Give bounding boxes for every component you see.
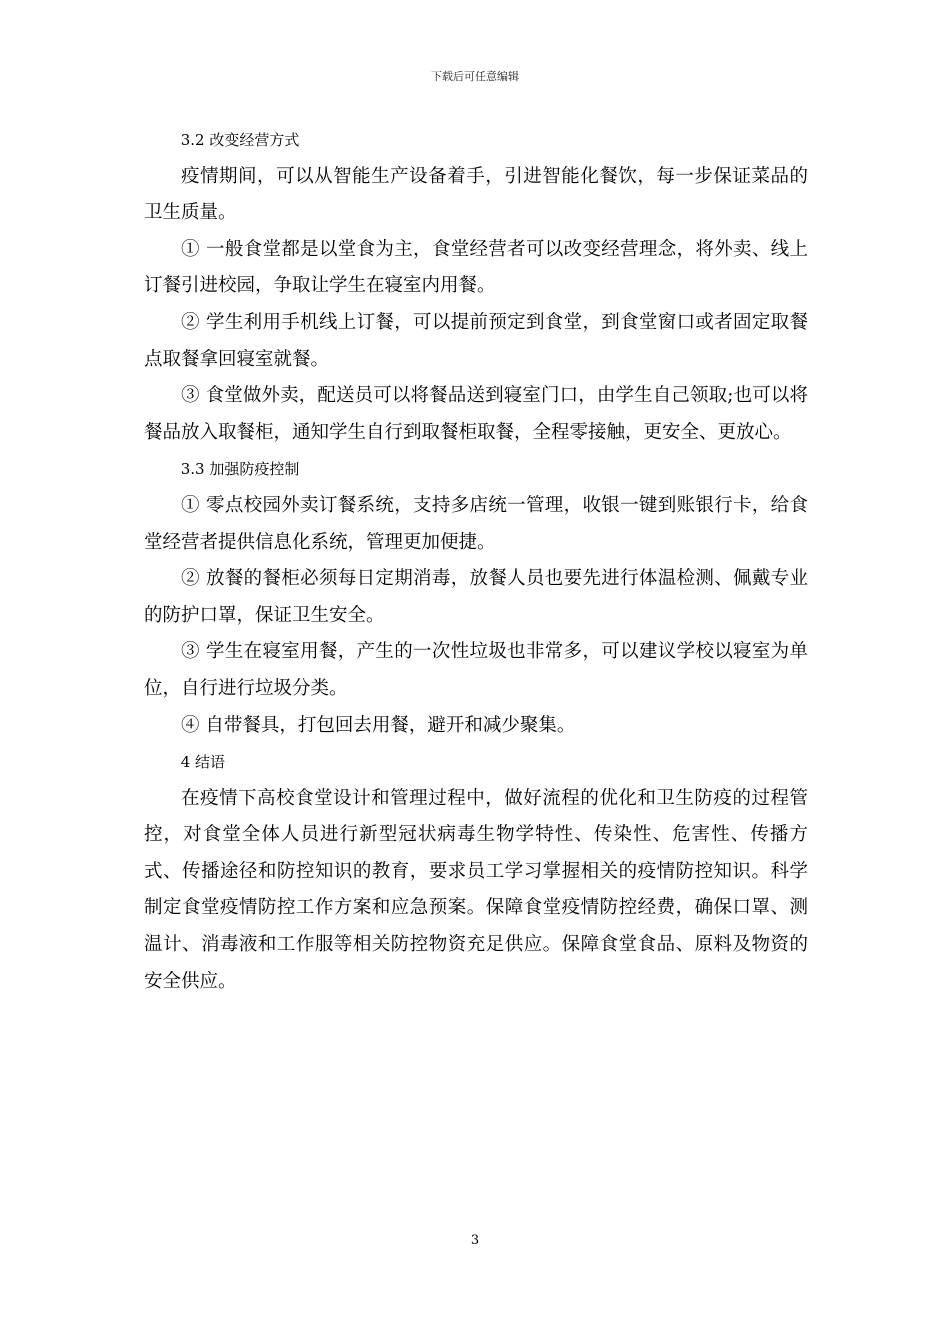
list-item: ③ 食堂做外卖，配送员可以将餐品送到寝室门口，由学生自己领取;也可以将餐品放入取餐柜，通知学生自行到取餐柜取餐，全程零接触，更安全、更放心。 bbox=[144, 385, 808, 443]
list-item: ① 零点校园外卖订餐系统，支持多店统一管理，收银一键到账银行卡，给食堂经营者提供信息化系统，管理更加便捷。 bbox=[144, 494, 808, 553]
section-heading-3-2: 3.2 改变经营方式 bbox=[180, 131, 300, 149]
list-item: ② 放餐的餐柜必须每日定期消毒，放餐人员也要先进行体温检测、佩戴专业的防护口罩，保证卫生安全。 bbox=[144, 568, 808, 626]
list-item: ④ 自带餐具，打包回去用餐，避开和减少聚集。 bbox=[181, 714, 576, 736]
list-item: ③ 学生在寝室用餐，产生的一次性垃圾也非常多，可以建议学校以寝室为单位，自行进行垃圾分类。 bbox=[144, 641, 808, 699]
list-item: ② 学生利用手机线上订餐，可以提前预定到食堂，到食堂窗口或者固定取餐点取餐拿回寝室就餐。 bbox=[144, 311, 808, 370]
header-note: 下载后可任意编辑 bbox=[431, 70, 519, 83]
document-body bbox=[144, 122, 808, 1000]
page-number: 3 bbox=[470, 1233, 480, 1248]
section-heading-3-3: 3.3 加强防疫控制 bbox=[180, 460, 300, 479]
paragraph: 在疫情下高校食堂设计和管理过程中，做好流程的优化和卫生防疫的过程管控，对食堂全体人员进行新型冠状病毒生物学特性、传染性、危害性、传播方式、传播途径和防控知识的教育，要求员工学习掌握相关的疫情防控知识。科学制定食堂疫情防控工作方案和应急预案。保障食堂疫情防控经费，确保口罩、测温计、消毒液和工作服等相关防控物资充足供应。保障食堂食品、原料及物资的安全供应。 bbox=[144, 787, 808, 992]
list-item: ① 一般食堂都是以堂食为主，食堂经营者可以改变经营理念，将外卖、线上订餐引进校园，争取让学生在寝室内用餐。 bbox=[144, 238, 808, 297]
section-heading-4: 4 结语 bbox=[180, 753, 226, 772]
paragraph: 疫情期间，可以从智能生产设备着手，引进智能化餐饮，每一步保证菜品的卫生质量。 bbox=[144, 165, 808, 224]
